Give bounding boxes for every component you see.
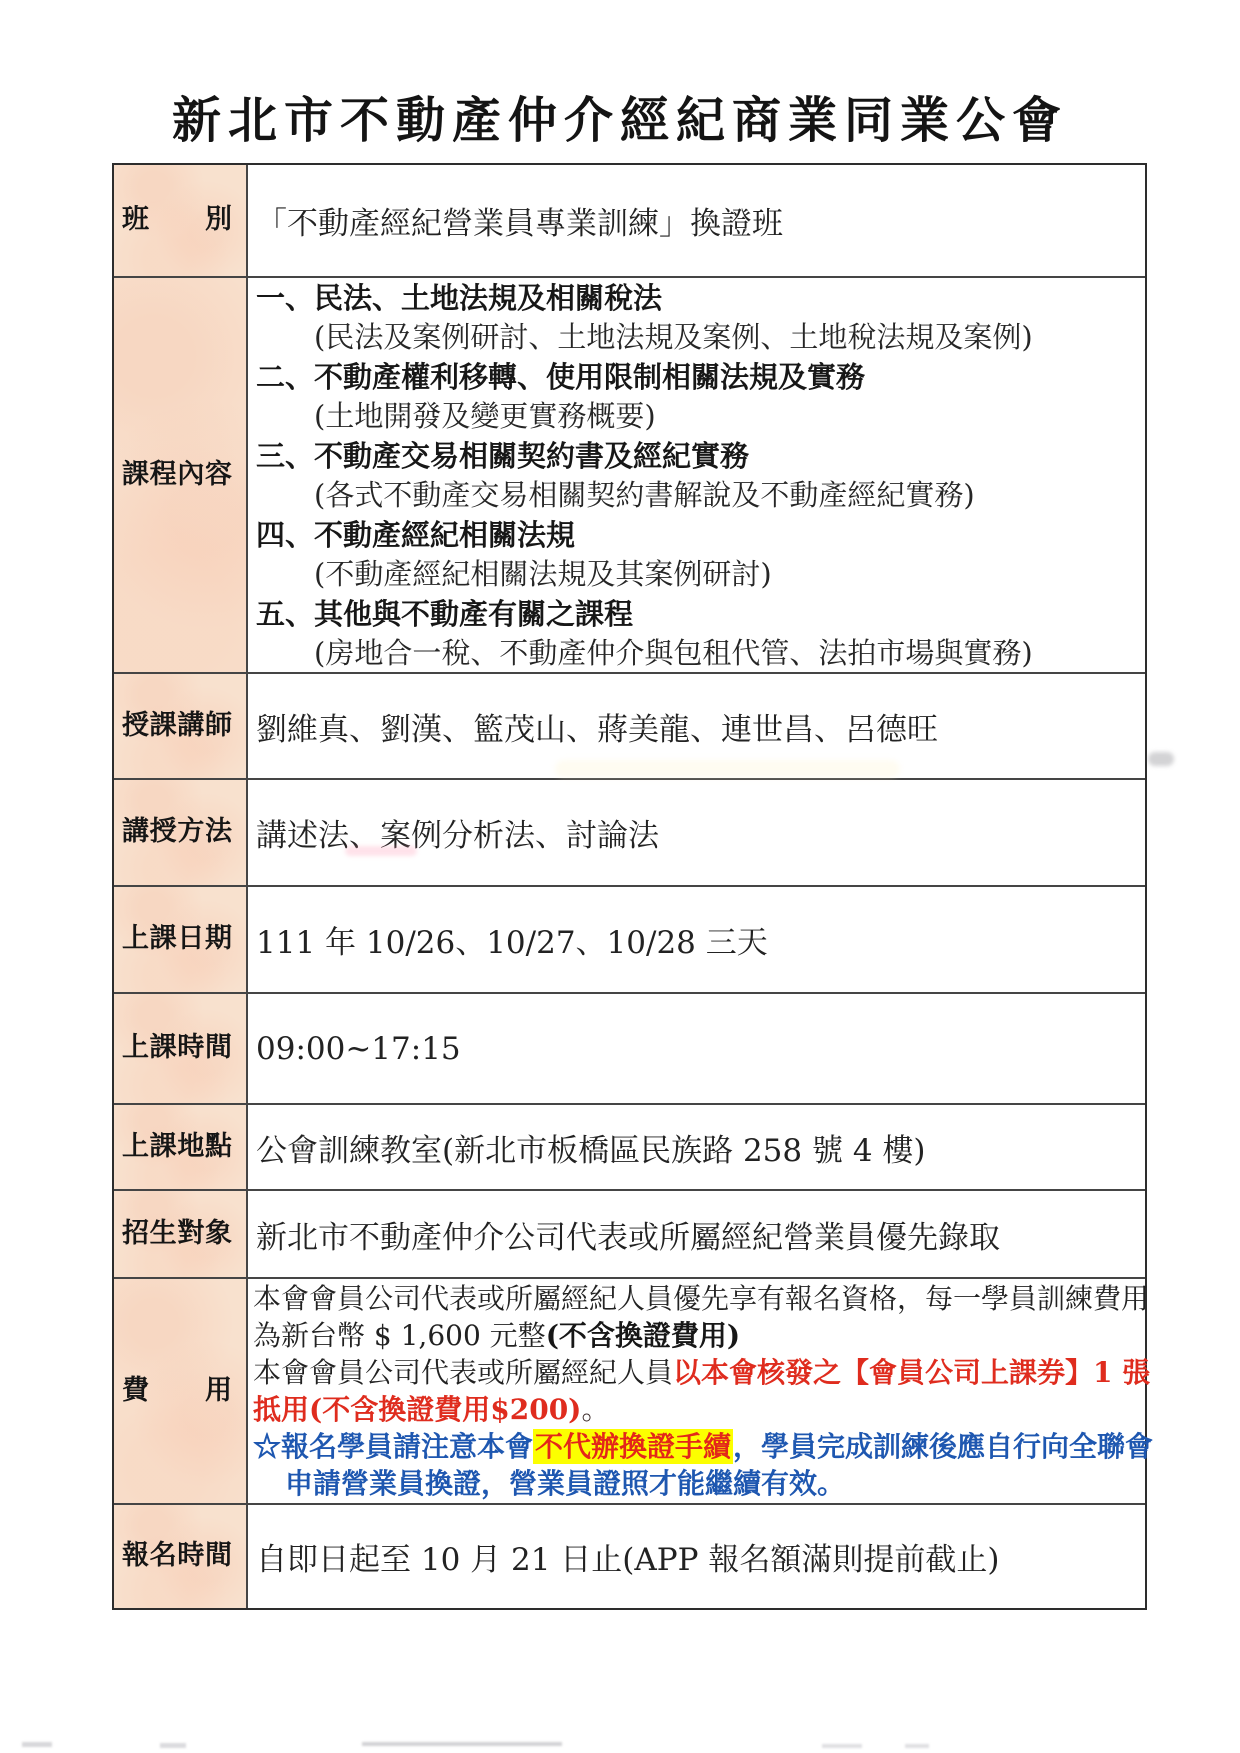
fee-value-cell [248, 1279, 1153, 1503]
row-class-type [114, 165, 1145, 278]
teaching-method-label: 講授方法 [122, 816, 232, 848]
class-location-label-cell [114, 1105, 248, 1189]
row-admission-target [114, 1191, 1145, 1279]
scan-artifact [1148, 752, 1174, 766]
fee-note-line-2: 申請營業員換證，營業員證照才能繼續有效。 [285, 1467, 846, 1500]
admission-target-label-cell [114, 1191, 248, 1277]
instructors-label-cell [114, 674, 248, 778]
row-class-date [114, 887, 1145, 994]
fee-deduction-red-text: 抵用(不含換證費用$200) [253, 1393, 582, 1426]
registration-label: 報名時間 [122, 1540, 232, 1572]
teaching-method-value-cell [248, 780, 1145, 885]
fee-voucher-intro: 本會會員公司代表或所屬經紀人員 [253, 1356, 674, 1389]
class-type-value: 「不動產經紀營業員專業訓練」換證班 [256, 206, 783, 242]
fee-line-4 [253, 1391, 1153, 1428]
course-item-1-heading: 一、民法、土地法規及相關稅法 [256, 279, 1145, 319]
fee-note-highlight: 不代辦換證手續 [535, 1430, 732, 1463]
row-registration-period [114, 1505, 1145, 1608]
scan-artifact [22, 1742, 52, 1747]
class-type-label-cell [114, 165, 248, 276]
teaching-method-value: 講述法、案例分析法、討論法 [256, 818, 659, 854]
class-date-value: 111 年 10/26、10/27、10/28 三天 [256, 925, 768, 961]
course-item-3-heading: 三、不動產交易相關契約書及經紀實務 [256, 437, 1145, 477]
instructors-label: 授課講師 [122, 709, 232, 741]
row-teaching-method [114, 780, 1145, 887]
course-item-5-number: 五、 [256, 596, 315, 631]
course-item-2-number: 二、 [256, 359, 315, 394]
fee-note-blue-2: ，學員完成訓練後應自行向全聯會 [733, 1430, 1154, 1463]
scan-artifact [362, 1742, 562, 1746]
course-content-value-cell [248, 278, 1145, 672]
course-item-3-detail: (各式不動產交易相關契約書解說及不動產經紀實務) [314, 478, 975, 512]
row-class-location [114, 1105, 1145, 1191]
row-class-time [114, 994, 1145, 1105]
course-content-label-cell [114, 278, 248, 672]
class-location-label: 上課地點 [122, 1130, 232, 1162]
fee-exclusion-bold: (不含換證費用) [545, 1319, 741, 1352]
course-item-3-number: 三、 [256, 438, 315, 473]
class-date-label: 上課日期 [122, 923, 232, 955]
fee-line-4-period: 。 [581, 1393, 610, 1426]
course-info-table [112, 163, 1154, 1610]
scan-artifact [822, 1744, 862, 1748]
row-instructors [114, 674, 1145, 780]
course-content-label: 課程內容 [122, 458, 232, 490]
class-type-value-cell [248, 165, 1145, 276]
page-title: 新北市不動產仲介經紀商業同業公會 [171, 91, 1068, 149]
teaching-method-label-cell [114, 780, 248, 885]
fee-note-blue-1: 報名學員請注意本會 [281, 1430, 534, 1463]
registration-label-cell [114, 1505, 248, 1608]
course-item-5-heading: 五、其他與不動產有關之課程 [256, 595, 1145, 635]
course-item-1-number: 一、 [256, 280, 315, 315]
row-course-content [114, 278, 1145, 674]
instructors-value-cell [248, 674, 1145, 778]
course-item-2-detail: (土地開發及變更實務概要) [314, 399, 656, 433]
fee-note-line-1 [253, 1428, 1153, 1465]
course-item-5-detail: (房地合一稅、不動產仲介與包租代管、法拍市場與實務) [314, 636, 1033, 670]
admission-target-label: 招生對象 [122, 1217, 232, 1249]
course-item-1-detail: (民法及案例研討、土地法規及案例、土地稅法規及案例) [314, 320, 1033, 354]
fee-line-3 [253, 1354, 1153, 1391]
course-item-4-detail: (不動產經紀相關法規及其案例研討) [314, 557, 772, 591]
class-time-label-cell [114, 994, 248, 1103]
class-date-label-cell [114, 887, 248, 992]
class-type-label: 班別 [122, 204, 232, 236]
class-date-value-cell [248, 887, 1145, 992]
class-time-value: 09:00~17:15 [256, 1030, 461, 1067]
course-item-4-heading: 四、不動產經紀相關法規 [256, 516, 1145, 556]
class-time-value-cell [248, 994, 1145, 1103]
class-location-value: 公會訓練教室(新北市板橋區民族路 258 號 4 樓) [256, 1132, 926, 1169]
fee-line-2 [253, 1317, 1153, 1354]
fee-amount-text: 為新台幣 $ 1,600 元整 [253, 1319, 546, 1352]
class-location-value-cell [248, 1105, 1145, 1189]
fee-label-cell [114, 1279, 248, 1503]
fee-voucher-red-text: 以本會核發之【會員公司上課券】1 張 [673, 1356, 1151, 1389]
class-time-label: 上課時間 [122, 1032, 232, 1064]
admission-target-value: 新北市不動產仲介公司代表或所屬經紀營業員優先錄取 [256, 1219, 1000, 1256]
fee-line-1: 本會會員公司代表或所屬經紀人員優先享有報名資格，每一學員訓練費用 [253, 1282, 1150, 1315]
row-fee [114, 1279, 1154, 1505]
star-icon: ☆ [253, 1430, 282, 1463]
scan-artifact [905, 1744, 929, 1748]
registration-value: 自即日起至 10 月 21 日止(APP 報名額滿則提前截止) [256, 1542, 1000, 1578]
registration-value-cell [248, 1505, 1145, 1608]
instructors-value: 劉維真、劉漢、籃茂山、蔣美龍、連世昌、呂德旺 [256, 711, 938, 748]
course-item-2-heading: 二、不動產權利移轉、使用限制相關法規及實務 [256, 358, 1145, 398]
course-item-4-number: 四、 [256, 517, 315, 552]
admission-target-value-cell [248, 1191, 1145, 1277]
fee-label: 費用 [122, 1374, 232, 1406]
scan-artifact [160, 1743, 186, 1748]
